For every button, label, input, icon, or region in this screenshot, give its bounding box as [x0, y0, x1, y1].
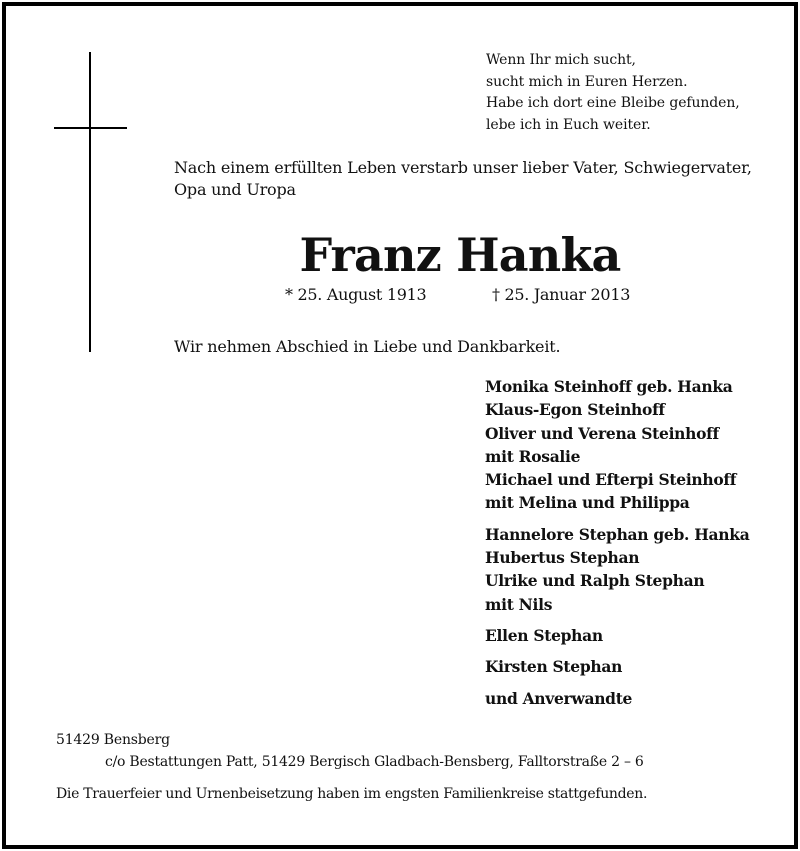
poem: [486, 50, 740, 136]
mourner-line: Hubertus Stephan: [485, 548, 640, 568]
birth-date: * 25. August 1913: [285, 285, 427, 304]
mourner-group: [485, 523, 749, 616]
mourners-list: [485, 375, 749, 718]
poem-line: lebe ich in Euch weiter.: [486, 116, 651, 133]
mourner-group: [485, 687, 749, 710]
mourner-group: [485, 375, 749, 515]
location-text: 51429 Bensberg: [56, 732, 170, 748]
intro-line-1: Nach einem erfüllten Leben verstarb unser lieber Vater, Schwiegervater,: [174, 158, 752, 177]
mourner-line: Oliver und Verena Steinhoff: [485, 423, 719, 443]
intro-text: [174, 157, 752, 201]
poem-line: sucht mich in Euren Herzen.: [486, 73, 688, 90]
mourner-line: mit Rosalie: [485, 446, 581, 466]
death-date: † 25. Januar 2013: [492, 285, 631, 304]
mourner-line: Klaus-Egon Steinhoff: [485, 400, 665, 420]
funeral-home-address: c/o Bestattungen Patt, 51429 Bergisch Gladbach-Bensberg, Falltorstraße 2 – 6: [105, 754, 644, 770]
ceremony-note: Die Trauerfeier und Urnenbeisetzung haben im engsten Familienkreise stattgefunden.: [56, 786, 648, 802]
mourner-line: mit Nils: [485, 594, 553, 614]
mourner-line: Ellen Stephan: [485, 625, 603, 645]
intro-line-2: Opa und Uropa: [174, 180, 296, 199]
mourner-group: [485, 655, 749, 678]
poem-line: Wenn Ihr mich sucht,: [486, 52, 636, 68]
mourner-line: Monika Steinhoff geb. Hanka: [485, 377, 733, 396]
deceased-name: Franz Hanka: [299, 228, 621, 282]
mourner-group: [485, 624, 749, 647]
mourner-line: Michael und Efterpi Steinhoff: [485, 470, 737, 490]
farewell-text: Wir nehmen Abschied in Liebe und Dankbarkeit.: [174, 337, 561, 356]
mourner-line: und Anverwandte: [485, 688, 633, 708]
mourner-line: Hannelore Stephan geb. Hanka: [485, 524, 750, 544]
poem-line: Habe ich dort eine Bleibe gefunden,: [486, 95, 740, 111]
cross-icon-horizontal: [54, 127, 127, 129]
mourner-line: mit Melina und Philippa: [485, 493, 690, 513]
mourner-line: Kirsten Stephan: [485, 657, 623, 677]
cross-icon-vertical: [89, 52, 91, 352]
mourner-line: Ulrike und Ralph Stephan: [485, 571, 705, 591]
